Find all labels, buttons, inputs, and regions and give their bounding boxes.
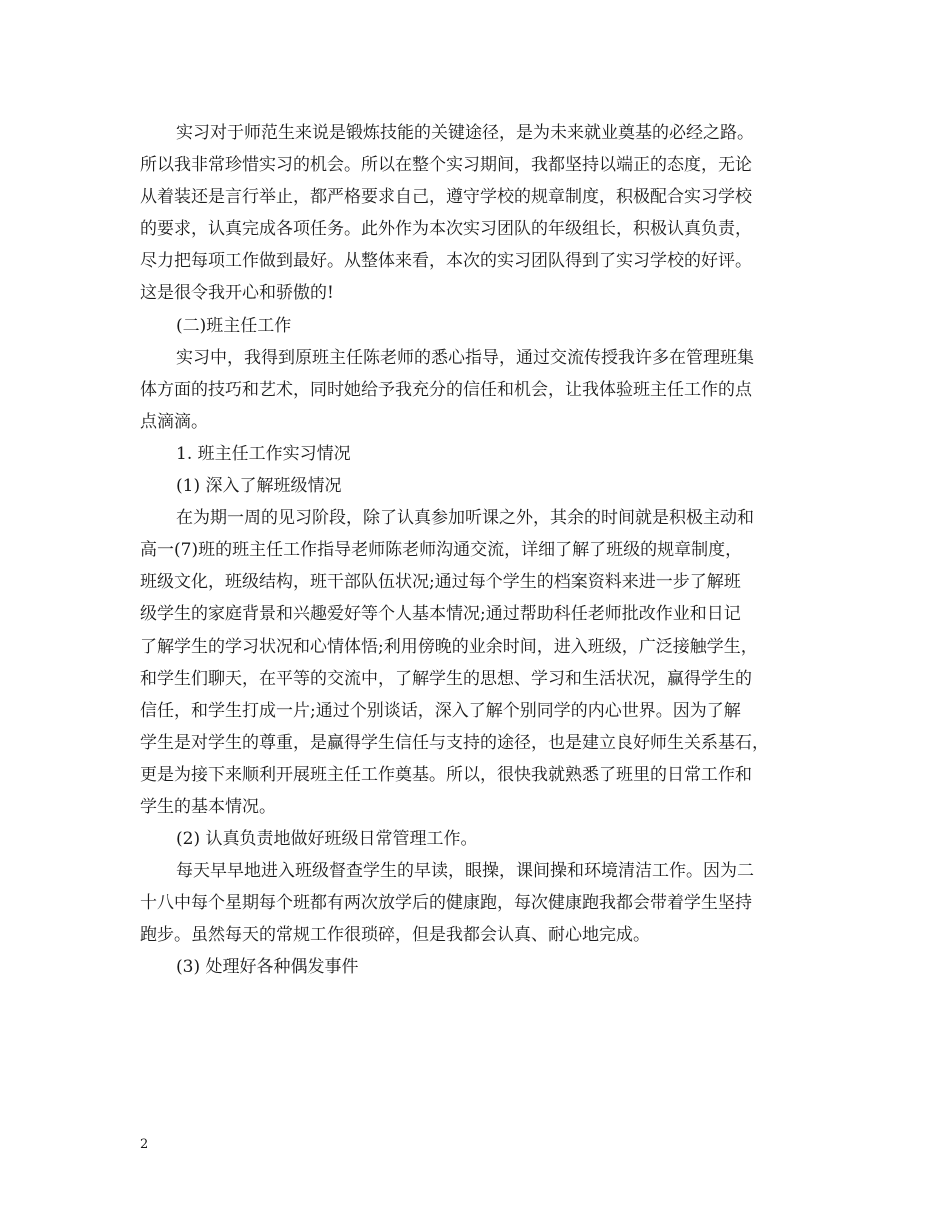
text-line: 了解学生的学习状况和心情体悟;利用傍晚的业余时间，进入班级，广泛接触学生， — [140, 636, 758, 657]
text-line: 所以我非常珍惜实习的机会。所以在整个实习期间，我都坚持以端正的态度，无论 — [140, 155, 752, 176]
text-line: 和学生们聊天，在平等的交流中，了解学生的思想、学习和生活状况，赢得学生的 — [140, 668, 752, 689]
text-line: 高一(7)班的班主任工作指导老师陈老师沟通交流，详细了解了班级的规章制度， — [140, 540, 743, 561]
text-line: 尽力把每项工作做到最好。从整体来看，本次的实习团队得到了实习学校的好评。 — [140, 251, 752, 272]
text-line: 信任，和学生打成一片;通过个别谈话，深入了解个别同学的内心世界。因为了解 — [140, 700, 741, 721]
text-line: (2) 认真负责地做好班级日常管理工作。 — [176, 829, 478, 850]
text-line: 体方面的技巧和艺术，同时她给予我充分的信任和机会，让我体验班主任工作的点 — [140, 379, 752, 400]
text-line: 学生的基本情况。 — [140, 796, 276, 817]
document-body — [140, 117, 820, 984]
text-line: 实习中，我得到原班主任陈老师的悉心指导，通过交流传授我许多在管理班集 — [176, 347, 754, 368]
text-line: 点滴滴。 — [140, 411, 208, 432]
text-line: (1) 深入了解班级情况 — [176, 476, 342, 497]
text-line: 实习对于师范生来说是锻炼技能的关键途径，是为未来就业奠基的必经之路。 — [176, 123, 754, 143]
text-line: 级学生的家庭背景和兴趣爱好等个人基本情况;通过帮助科任老师批改作业和日记 — [140, 604, 741, 625]
text-line: 的要求，认真完成各项任务。此外作为本次实习团队的年级组长，积极认真负责， — [140, 219, 752, 240]
text-line: 这是很令我开心和骄傲的! — [140, 283, 334, 304]
text-line: 十八中每个星期每个班都有两次放学后的健康跑，每次健康跑我都会带着学生坚持 — [140, 893, 752, 914]
text-line: 1. 班主任工作实习情况 — [176, 443, 351, 464]
text-line: 每天早早地进入班级督查学生的早读，眼操，课间操和环境清洁工作。因为二 — [176, 861, 754, 882]
text-line: 更是为接下来顺利开展班主任工作奠基。所以，很快我就熟悉了班里的日常工作和 — [140, 764, 752, 785]
text-line: 在为期一周的见习阶段，除了认真参加听课之外，其余的时间就是积极主动和 — [176, 508, 754, 529]
text-line: 班级文化，班级结构，班干部队伍状况;通过每个学生的档案资料来进一步了解班 — [140, 572, 741, 593]
page-number: 2 — [140, 1137, 149, 1152]
text-line: (3) 处理好各种偶发事件 — [176, 957, 359, 978]
text-line: 学生是对学生的尊重，是赢得学生信任与支持的途径，也是建立良好师生关系基石， — [140, 732, 769, 753]
text-line: (二)班主任工作 — [176, 315, 292, 336]
text-line: 从着装还是言行举止，都严格要求自己，遵守学校的规章制度，积极配合实习学校 — [140, 187, 752, 208]
text-line: 跑步。虽然每天的常规工作很琐碎，但是我都会认真、耐心地完成。 — [140, 925, 650, 946]
